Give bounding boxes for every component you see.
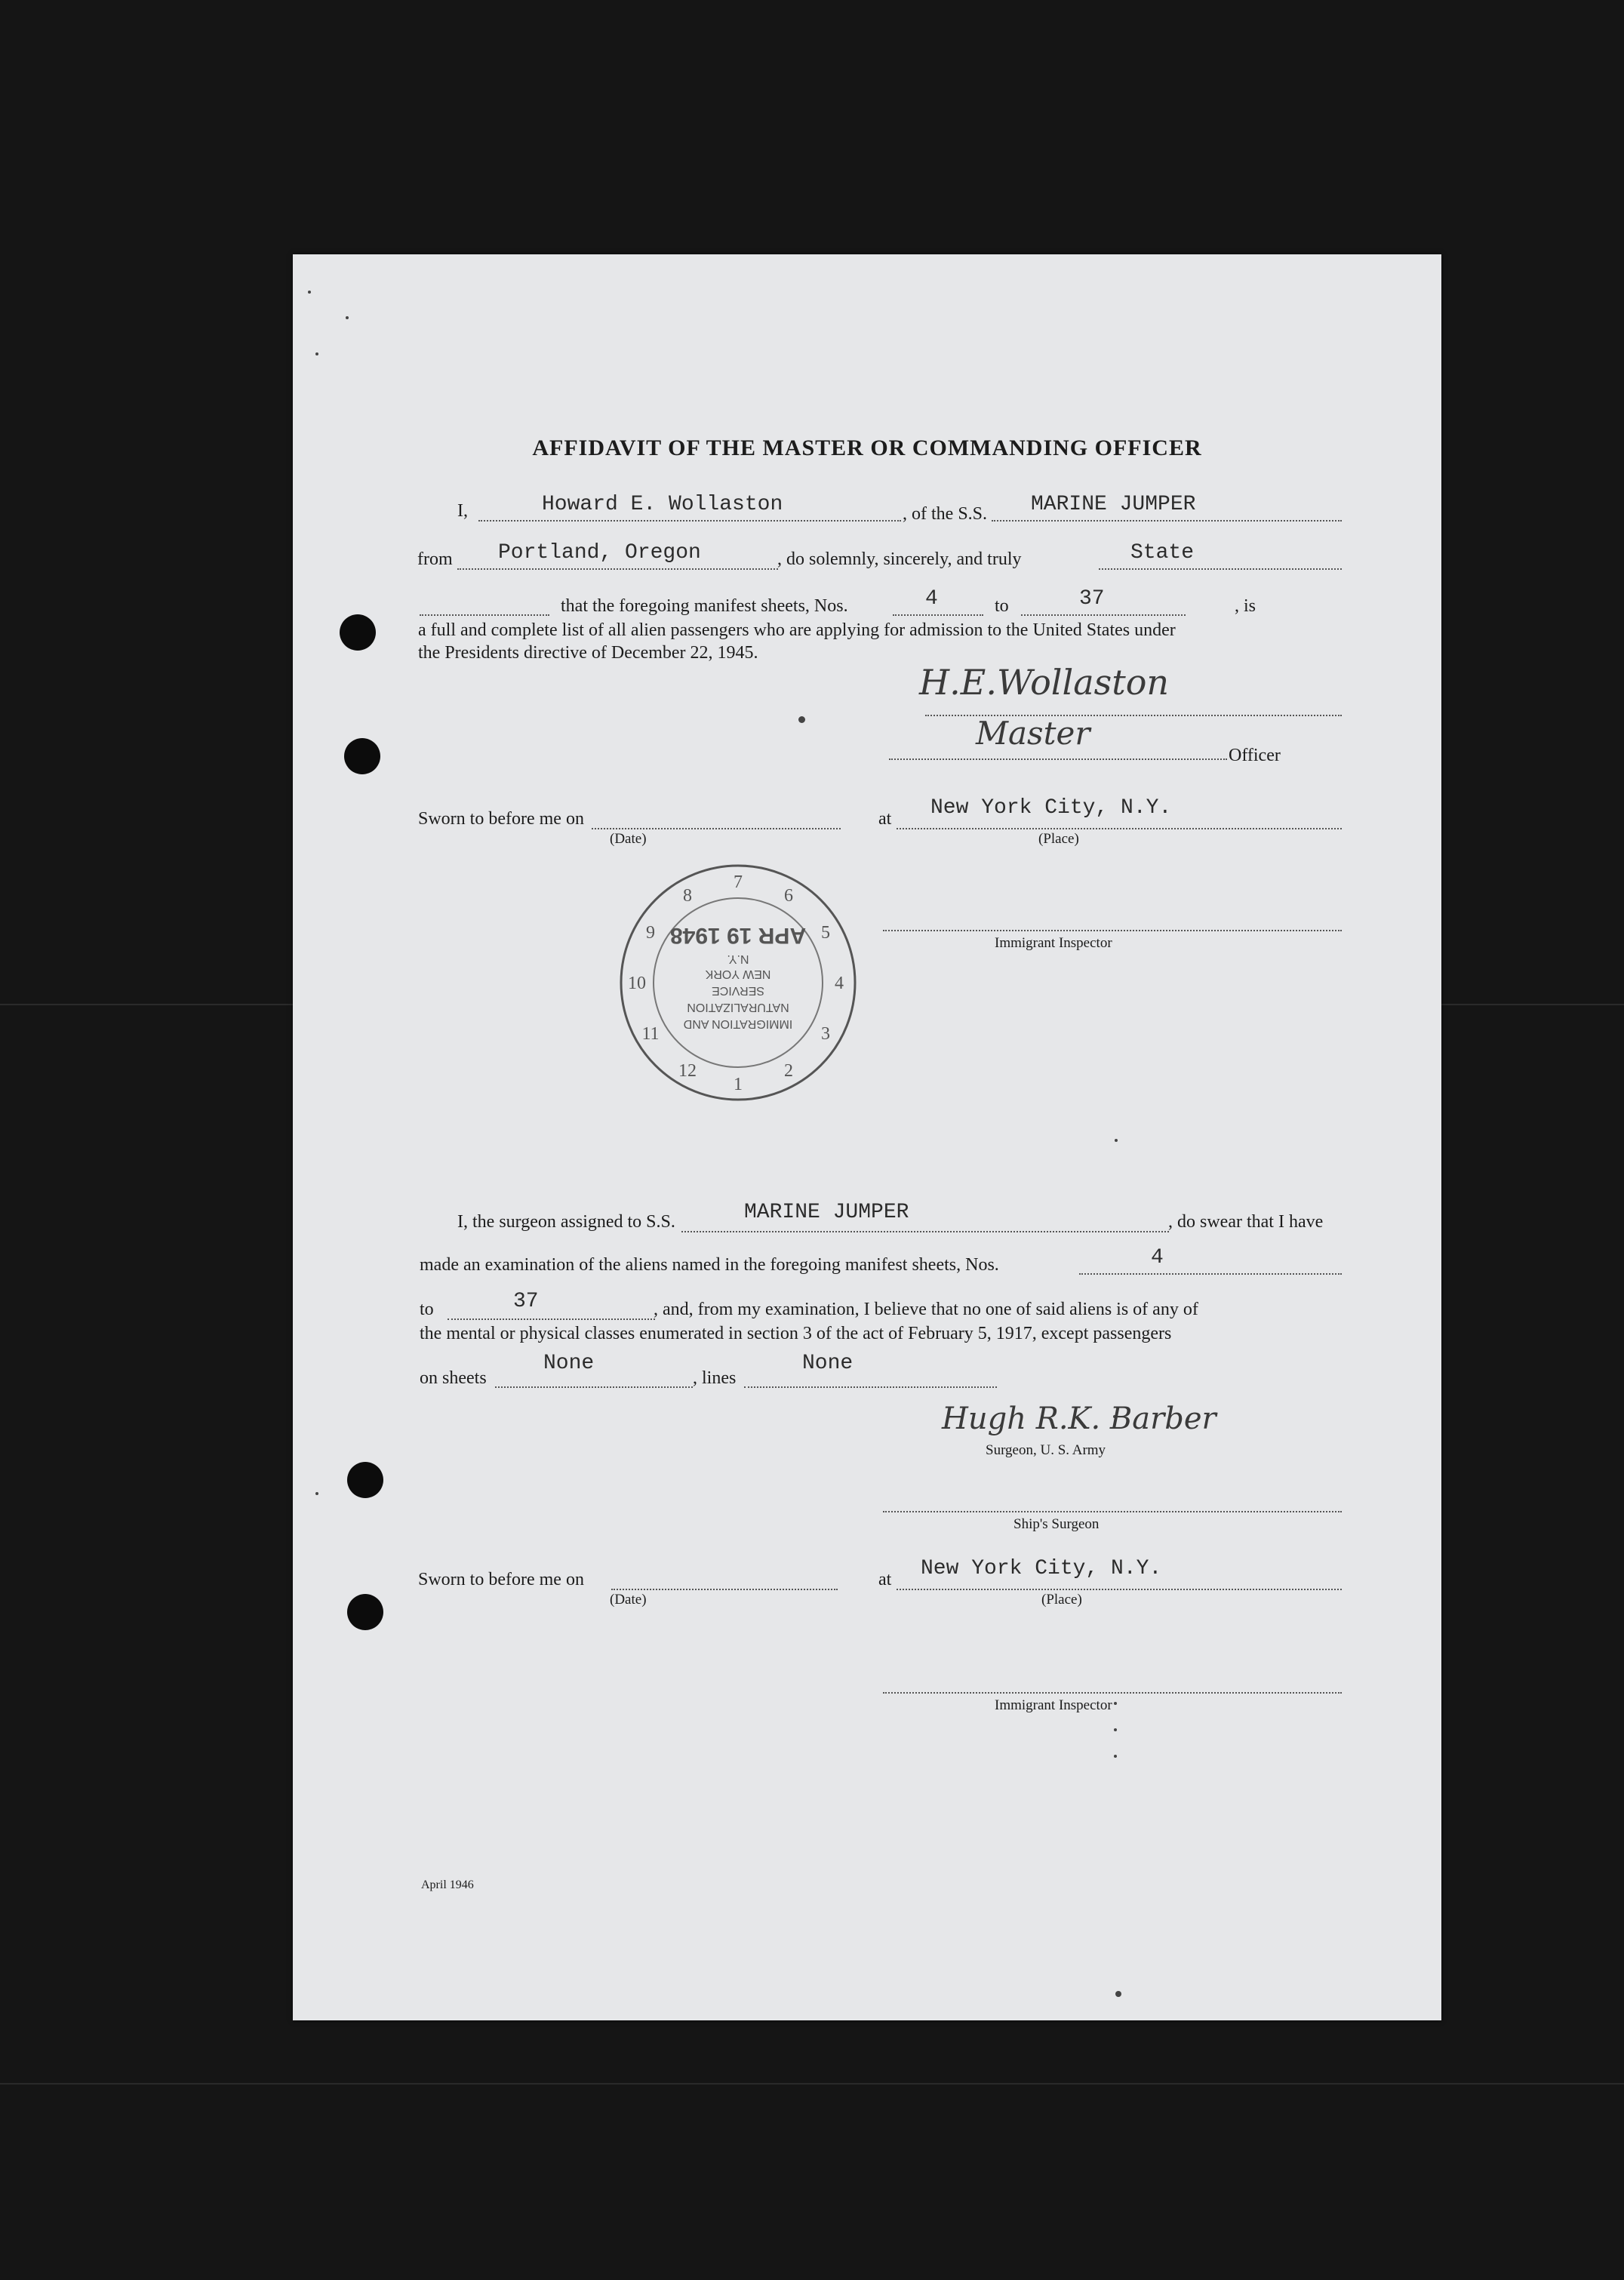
sheet-from-underline (893, 614, 983, 616)
sheet-to-underline (1021, 614, 1186, 616)
surgeon-sheet-to: 37 (513, 1290, 539, 1313)
except-lines-value: None (802, 1352, 854, 1375)
master-title-signature: Master (976, 715, 1090, 752)
label-of-ss: , of the S.S. (903, 504, 988, 524)
speck (1114, 1702, 1117, 1705)
on-sheets-underline (495, 1386, 693, 1388)
inspector-underline (883, 930, 1342, 931)
declaration-underline (1099, 568, 1342, 570)
label-officer: Officer (1229, 746, 1281, 765)
master-sheet-from: 4 (925, 587, 938, 611)
surgeon-vessel-underline (681, 1231, 1169, 1232)
label-to: to (995, 596, 1009, 616)
stamp-dial-numeral: 5 (821, 923, 830, 943)
speck (346, 316, 349, 319)
speck (1114, 1755, 1117, 1758)
stamp-line: SERVICE (712, 984, 764, 997)
label-i: I, (457, 501, 468, 521)
document-page (293, 254, 1441, 2020)
master-sheet-to: 37 (1079, 587, 1105, 611)
surgeon-rank: Surgeon, U. S. Army (986, 1442, 1106, 1458)
speck (798, 716, 805, 723)
blank-underline (420, 614, 549, 616)
text-presidents-directive: the Presidents directive of December 22, 1945. (418, 643, 758, 663)
label-at: at (878, 809, 892, 829)
surgeon-sheet-from: 4 (1151, 1246, 1164, 1269)
label-surgeon-sworn: Sworn to before me on (418, 1570, 584, 1589)
except-sheets-value: None (543, 1352, 595, 1375)
lines-underline (744, 1386, 997, 1388)
document-title: AFFIDAVIT OF THE MASTER OR COMMANDING OFFICER (532, 435, 1202, 460)
surgeon-date-underline (611, 1589, 838, 1590)
stamp-line: NATURALIZATION (687, 1001, 789, 1014)
surgeon-vessel: MARINE JUMPER (744, 1201, 909, 1224)
date-underline (592, 828, 841, 829)
text-surgeon-assigned: I, the surgeon assigned to S.S. (457, 1212, 675, 1232)
inspector-caption: Immigrant Inspector (995, 935, 1112, 951)
vessel-underline (992, 520, 1342, 522)
label-surgeon-to: to (420, 1300, 434, 1319)
speck (315, 1492, 318, 1495)
place-caption: (Place) (1038, 831, 1079, 847)
label-sworn: Sworn to before me on (418, 809, 584, 829)
label-do-solemnly: , do solemnly, sincerely, and truly (777, 549, 1022, 569)
surgeon-signature: Hugh R.K. Barber (942, 1402, 1216, 1436)
stamp-dial-numeral: 6 (784, 886, 793, 906)
port-of-departure: Portland, Oregon (498, 541, 701, 565)
date-caption: (Date) (610, 831, 647, 847)
stamp-dial-numeral: 2 (784, 1061, 793, 1081)
master-signature: H.E.Wollaston (919, 662, 1170, 703)
text-do-swear: , do swear that I have (1168, 1212, 1324, 1232)
stamp-graphic (617, 862, 859, 1103)
vessel-name: MARINE JUMPER (1031, 493, 1196, 516)
surgeon-inspector-caption: Immigrant Inspector (995, 1697, 1112, 1713)
place-underline (897, 828, 1342, 829)
text-mental-physical: the mental or physical classes enumerated in section 3 of the act of February 5, 1917, except passengers (420, 1324, 1172, 1343)
label-that-foregoing: that the foregoing manifest sheets, Nos. (561, 596, 848, 616)
stamp-dial-numeral: 9 (646, 923, 655, 943)
immigration-stamp (617, 862, 859, 1103)
stamp-dial-numeral: 11 (641, 1024, 660, 1044)
label-on-sheets: on sheets (420, 1368, 487, 1388)
label-lines: , lines (693, 1368, 737, 1388)
punch-hole (344, 738, 380, 774)
surgeon-inspector-underline (883, 1692, 1342, 1694)
declaration-word: State (1130, 541, 1195, 565)
stamp-line: N.Y. (727, 952, 749, 965)
stamp-dial-numeral: 3 (821, 1024, 830, 1044)
label-from: from (417, 549, 453, 569)
surgeon-place-caption: (Place) (1041, 1592, 1082, 1608)
stamp-dial-numeral: 12 (678, 1061, 697, 1081)
port-underline (457, 568, 778, 570)
surgeon-sworn-place: New York City, N.Y. (921, 1557, 1162, 1580)
ships-surgeon-underline (883, 1511, 1342, 1512)
surgeon-sheet-from-underline (1079, 1273, 1342, 1275)
label-is: , is (1235, 596, 1256, 616)
stamp-dial-numeral: 10 (628, 974, 646, 993)
stamp-dial-numeral: 7 (734, 872, 743, 892)
speck (1114, 1728, 1117, 1731)
speck (1115, 1139, 1118, 1142)
punch-hole (340, 614, 376, 651)
film-line (0, 2083, 1624, 2085)
stamp-line: NEW YORK (705, 968, 771, 980)
name-underline (478, 520, 901, 522)
stamp-dial-numeral: 4 (835, 974, 844, 993)
speck (308, 291, 311, 294)
form-date-footer: April 1946 (421, 1878, 474, 1891)
speck (1115, 1991, 1121, 1997)
stamp-dial-numeral: 8 (683, 886, 692, 906)
surgeon-place-underline (897, 1589, 1342, 1590)
text-and-from-examination: , and, from my examination, I believe that no one of said aliens is of any of (654, 1300, 1198, 1319)
text-full-complete: a full and complete list of all alien passengers who are applying for admission to the United States under (418, 620, 1176, 640)
label-surgeon-at: at (878, 1570, 892, 1589)
title-underline (889, 758, 1227, 760)
stamp-dial-numeral: 1 (734, 1075, 743, 1094)
surgeon-sheet-to-underline (448, 1318, 655, 1320)
stamp-date: APR 19 1948 (669, 923, 807, 948)
sworn-place: New York City, N.Y. (930, 796, 1172, 820)
surgeon-date-caption: (Date) (610, 1592, 647, 1608)
speck (315, 352, 318, 355)
text-made-examination: made an examination of the aliens named in the foregoing manifest sheets, Nos. (420, 1255, 999, 1275)
ships-surgeon-caption: Ship's Surgeon (1013, 1516, 1100, 1532)
punch-hole (347, 1462, 383, 1498)
master-name: Howard E. Wollaston (542, 493, 783, 516)
punch-hole (347, 1594, 383, 1630)
stamp-line: IMMIGRATION AND (683, 1017, 793, 1030)
